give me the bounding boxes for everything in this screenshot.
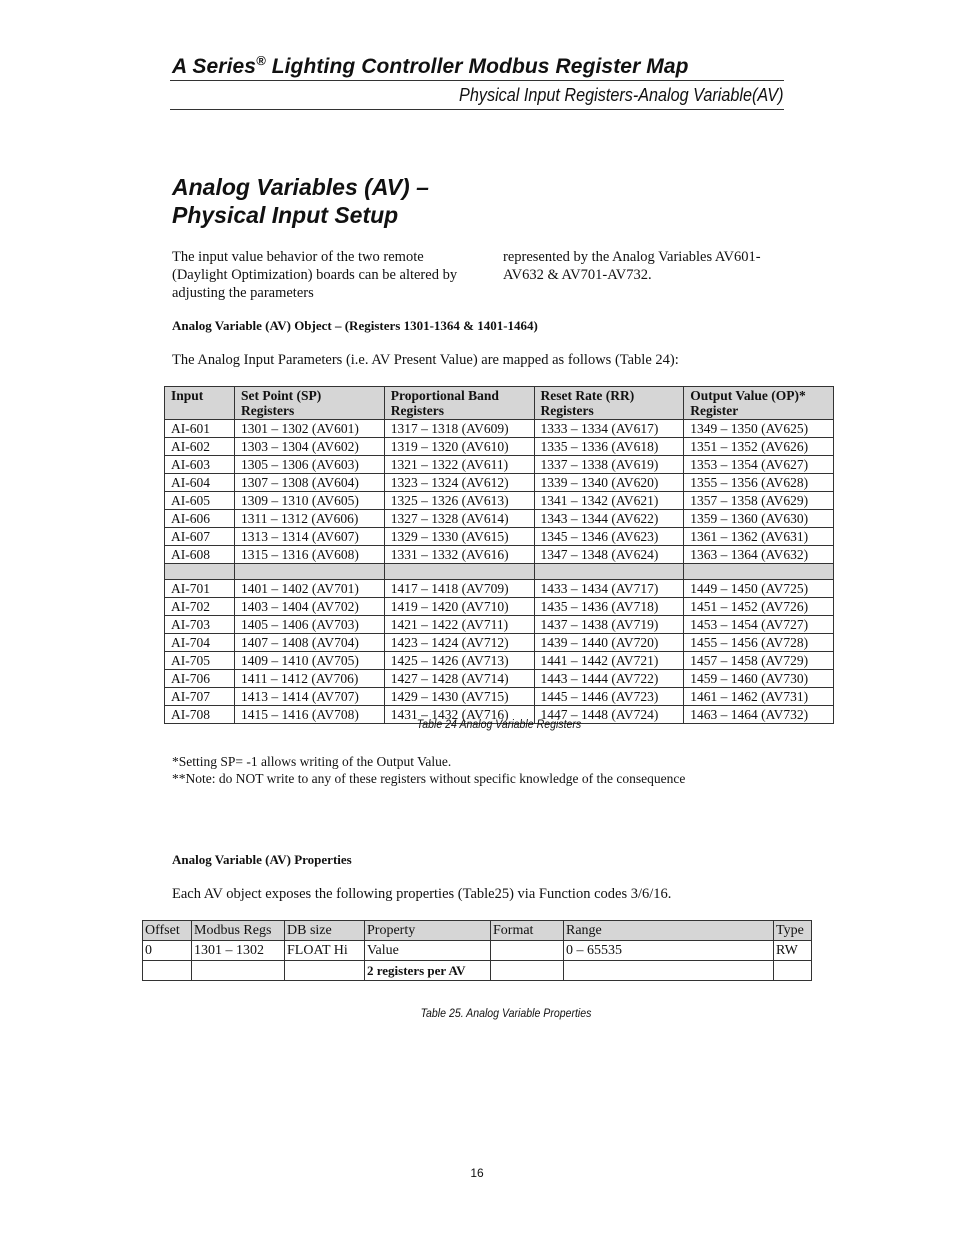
footnote-warning: **Note: do NOT write to any of these registers without specific knowledge of the consequence	[172, 771, 686, 786]
table-cell: 1357 – 1358 (AV629)	[684, 492, 834, 510]
column-header: Type	[774, 921, 812, 941]
table-cell: 1335 – 1336 (AV618)	[534, 438, 684, 456]
table-row	[165, 580, 834, 598]
table-cell: 1307 – 1308 (AV604)	[235, 474, 385, 492]
table-cell: 1311 – 1312 (AV606)	[235, 510, 385, 528]
table-cell: 1449 – 1450 (AV725)	[684, 580, 834, 598]
table-cell: 1355 – 1356 (AV628)	[684, 474, 834, 492]
column-header-line: Registers	[390, 403, 444, 418]
table-cell: 1419 – 1420 (AV710)	[384, 598, 534, 616]
table-cell	[491, 961, 564, 981]
separator-cell	[384, 564, 534, 580]
section-title-av-properties: Analog Variable (AV) Properties	[172, 852, 352, 867]
table-cell: AI-606	[165, 510, 235, 528]
column-header-line: Input	[171, 388, 204, 403]
table-cell: AI-605	[165, 492, 235, 510]
analog-variable-properties-table	[142, 920, 812, 981]
table-row	[165, 456, 834, 474]
table-cell: 1443 – 1444 (AV722)	[534, 670, 684, 688]
table-cell: 1457 – 1458 (AV729)	[684, 652, 834, 670]
table-cell	[564, 961, 774, 981]
footnote-setpoint: *Setting SP= -1 allows writing of the Output Value.	[172, 754, 452, 769]
table-cell: 1423 – 1424 (AV712)	[384, 634, 534, 652]
table-body	[143, 941, 812, 981]
table-cell: 1333 – 1334 (AV617)	[534, 420, 684, 438]
table-cell: 1425 – 1426 (AV713)	[384, 652, 534, 670]
table-cell: 1315 – 1316 (AV608)	[235, 546, 385, 564]
table-row	[165, 510, 834, 528]
table-cell: 1463 – 1464 (AV732)	[684, 706, 834, 724]
table-cell: 1321 – 1322 (AV611)	[384, 456, 534, 474]
page-heading	[172, 173, 429, 229]
table-cell: 1403 – 1404 (AV702)	[235, 598, 385, 616]
section-text-av-object: The Analog Input Parameters (i.e. AV Present Value) are mapped as follows (Table 24):	[172, 352, 679, 368]
column-header	[165, 387, 235, 420]
table-cell: 1341 – 1342 (AV621)	[534, 492, 684, 510]
table-cell: 1339 – 1340 (AV620)	[534, 474, 684, 492]
table-cell: 1455 – 1456 (AV728)	[684, 634, 834, 652]
table-cell: AI-704	[165, 634, 235, 652]
separator-cell	[534, 564, 684, 580]
table-cell: 1319 – 1320 (AV610)	[384, 438, 534, 456]
table-cell: AI-708	[165, 706, 235, 724]
column-header	[235, 387, 385, 420]
table-cell: 1301 – 1302 (AV601)	[235, 420, 385, 438]
table-cell: 1441 – 1442 (AV721)	[534, 652, 684, 670]
page-number: 16	[470, 1166, 484, 1180]
section-title-av-object: Analog Variable (AV) Object – (Registers 1301-1364 & 1401-1464)	[172, 318, 538, 333]
table-cell: 1445 – 1446 (AV723)	[534, 688, 684, 706]
table-cell: FLOAT Hi	[285, 941, 365, 961]
table-cell: 1433 – 1434 (AV717)	[534, 580, 684, 598]
table-cell: 1313 – 1314 (AV607)	[235, 528, 385, 546]
table-cell: 1427 – 1428 (AV714)	[384, 670, 534, 688]
table-cell: 1421 – 1422 (AV711)	[384, 616, 534, 634]
column-header	[384, 387, 534, 420]
table-row	[165, 438, 834, 456]
table-cell: AI-608	[165, 546, 235, 564]
table-cell: 1317 – 1318 (AV609)	[384, 420, 534, 438]
column-header: Range	[564, 921, 774, 941]
analog-variable-registers-table	[164, 386, 834, 724]
table-cell	[143, 961, 192, 981]
table-cell: 1431 – 1432 (AV716)	[384, 706, 534, 724]
intro-paragraph-left: The input value behavior of the two remote (Daylight Optimization) boards can be altered by adjusting the parameters	[172, 249, 458, 301]
column-header: Format	[491, 921, 564, 941]
table-cell: 1359 – 1360 (AV630)	[684, 510, 834, 528]
table-cell: 0 – 65535	[564, 941, 774, 961]
registered-mark: ®	[256, 53, 266, 68]
page-heading-line2: Physical Input Setup	[172, 202, 399, 228]
registers-per-av-note: 2 registers per AV	[365, 961, 491, 981]
column-header-line: Proportional Band	[390, 388, 499, 403]
table-cell: 1459 – 1460 (AV730)	[684, 670, 834, 688]
table-cell: AI-703	[165, 616, 235, 634]
table-row	[143, 941, 812, 961]
table-cell: 1343 – 1344 (AV622)	[534, 510, 684, 528]
column-header-line: Registers	[540, 403, 594, 418]
separator-cell	[165, 564, 235, 580]
table-row	[165, 546, 834, 564]
running-header-subtitle: Physical Input Registers-Analog Variable(AV)	[459, 85, 784, 105]
table-cell: 1461 – 1462 (AV731)	[684, 688, 834, 706]
table-cell: 1411 – 1412 (AV706)	[235, 670, 385, 688]
table-cell: AI-607	[165, 528, 235, 546]
table-25-caption: Table 25. Analog Variable Properties	[420, 1006, 592, 1020]
table-cell: 1435 – 1436 (AV718)	[534, 598, 684, 616]
header-title-text: A Series	[172, 55, 257, 78]
table-cell: 1309 – 1310 (AV605)	[235, 492, 385, 510]
table-row	[165, 598, 834, 616]
table-cell: Value	[365, 941, 491, 961]
table-row	[165, 688, 834, 706]
column-header: Modbus Regs	[192, 921, 285, 941]
table-cell: 1345 – 1346 (AV623)	[534, 528, 684, 546]
table-row	[165, 492, 834, 510]
table-row	[165, 616, 834, 634]
running-header-title	[172, 53, 689, 79]
table-cell: 1413 – 1414 (AV707)	[235, 688, 385, 706]
table-cell: 1303 – 1304 (AV602)	[235, 438, 385, 456]
intro-paragraph-right: represented by the Analog Variables AV601-AV632 & AV701-AV732.	[503, 249, 761, 283]
table-24-caption: Table 24 Analog Variable Registers	[416, 717, 582, 731]
table-cell: 0	[143, 941, 192, 961]
column-header: Property	[365, 921, 491, 941]
table-cell: 1439 – 1440 (AV720)	[534, 634, 684, 652]
table-cell: 1329 – 1330 (AV615)	[384, 528, 534, 546]
table-cell: 1353 – 1354 (AV627)	[684, 456, 834, 474]
column-header-line: Output Value (OP)*	[690, 388, 806, 403]
table-cell: RW	[774, 941, 812, 961]
column-header-line: Registers	[241, 403, 295, 418]
table-cell: AI-603	[165, 456, 235, 474]
table-row	[165, 528, 834, 546]
table-cell: 1405 – 1406 (AV703)	[235, 616, 385, 634]
table-cell: 1331 – 1332 (AV616)	[384, 546, 534, 564]
table-cell: AI-601	[165, 420, 235, 438]
table-row	[165, 670, 834, 688]
table-cell: 1327 – 1328 (AV614)	[384, 510, 534, 528]
table-cell: 1337 – 1338 (AV619)	[534, 456, 684, 474]
column-header: Offset	[143, 921, 192, 941]
table-cell: 1451 – 1452 (AV726)	[684, 598, 834, 616]
table-separator-row	[165, 564, 834, 580]
table-cell: 1325 – 1326 (AV613)	[384, 492, 534, 510]
table-cell	[285, 961, 365, 981]
header-rule-top	[170, 80, 784, 81]
table-cell: 1349 – 1350 (AV625)	[684, 420, 834, 438]
table-cell: 1363 – 1364 (AV632)	[684, 546, 834, 564]
table-cell: 1417 – 1418 (AV709)	[384, 580, 534, 598]
table-cell: 1447 – 1448 (AV724)	[534, 706, 684, 724]
table-cell: AI-706	[165, 670, 235, 688]
table-cell: 1437 – 1438 (AV719)	[534, 616, 684, 634]
header-rule-bottom	[170, 109, 784, 110]
table-row	[143, 961, 812, 981]
table-cell: 1407 – 1408 (AV704)	[235, 634, 385, 652]
table-header-row	[143, 921, 812, 941]
table-row	[165, 652, 834, 670]
table-cell: AI-707	[165, 688, 235, 706]
table-cell: 1453 – 1454 (AV727)	[684, 616, 834, 634]
table-cell: 1401 – 1402 (AV701)	[235, 580, 385, 598]
table-cell: 1305 – 1306 (AV603)	[235, 456, 385, 474]
table-header-row	[165, 387, 834, 420]
table-cell: 1323 – 1324 (AV612)	[384, 474, 534, 492]
table-cell	[774, 961, 812, 981]
column-header	[684, 387, 834, 420]
table-cell: 1361 – 1362 (AV631)	[684, 528, 834, 546]
table-cell: 1301 – 1302	[192, 941, 285, 961]
section-text-av-properties: Each AV object exposes the following properties (Table25) via Function codes 3/6/16.	[172, 886, 672, 902]
table-cell: 1351 – 1352 (AV626)	[684, 438, 834, 456]
column-header-line: Reset Rate (RR)	[540, 388, 635, 403]
table-cell	[491, 941, 564, 961]
table-body	[165, 420, 834, 724]
table-cell: 1409 – 1410 (AV705)	[235, 652, 385, 670]
table-cell: AI-602	[165, 438, 235, 456]
table-cell	[192, 961, 285, 981]
separator-cell	[235, 564, 385, 580]
table-cell: AI-701	[165, 580, 235, 598]
table-row	[165, 634, 834, 652]
column-header-line: Set Point (SP)	[241, 388, 322, 403]
column-header-line: Register	[690, 403, 739, 418]
table-cell: 1429 – 1430 (AV715)	[384, 688, 534, 706]
table-cell: 1347 – 1348 (AV624)	[534, 546, 684, 564]
table-row	[165, 420, 834, 438]
table-cell: AI-604	[165, 474, 235, 492]
table-cell: AI-702	[165, 598, 235, 616]
column-header	[534, 387, 684, 420]
table-cell: AI-705	[165, 652, 235, 670]
table-cell: 1415 – 1416 (AV708)	[235, 706, 385, 724]
column-header: DB size	[285, 921, 365, 941]
separator-cell	[684, 564, 834, 580]
header-title-rest: Lighting Controller Modbus Register Map	[265, 55, 689, 78]
page-heading-line1: Analog Variables (AV) –	[172, 174, 429, 200]
table-row	[165, 474, 834, 492]
